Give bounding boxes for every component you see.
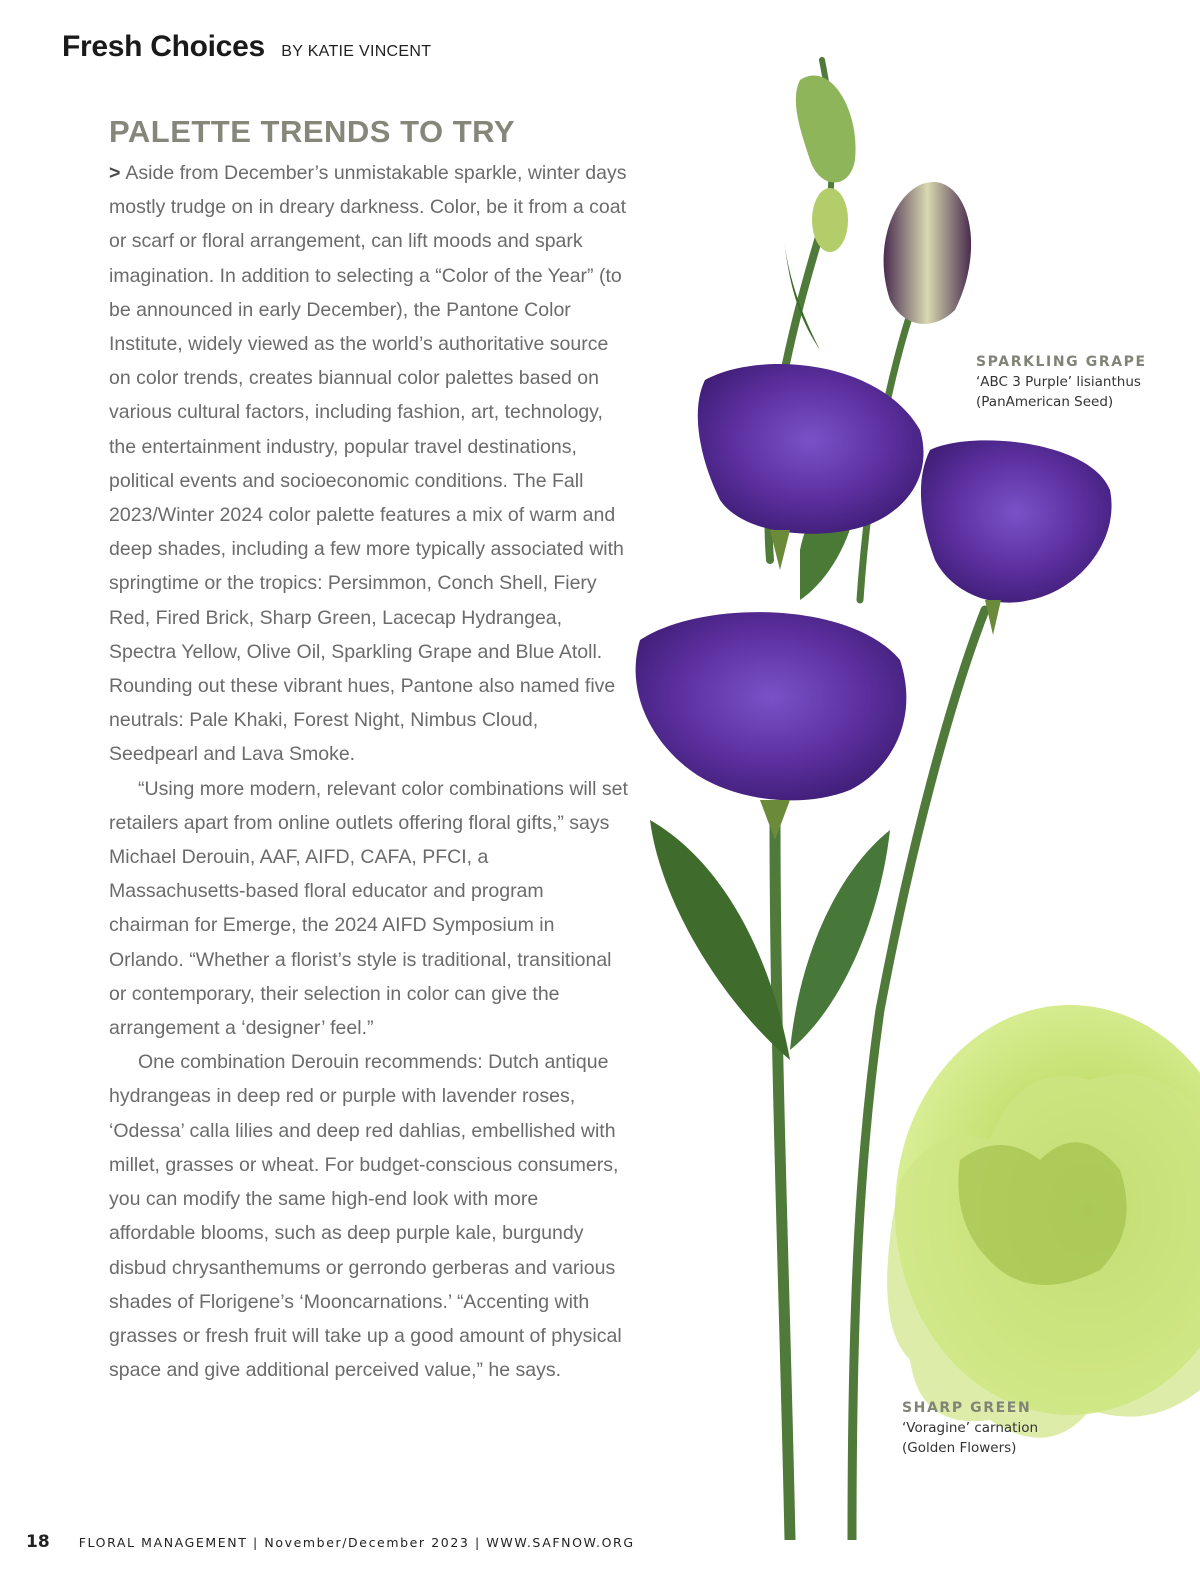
article-headline: PALETTE TRENDS TO TRY <box>109 114 516 149</box>
flower-photo <box>600 0 1200 1540</box>
page-number: 18 <box>26 1532 50 1552</box>
paragraph-2: “Using more modern, relevant color combinations will set retailers apart from online outlets offering floral gifts,” says Michael Derouin, AAF, AIFD, CAFA, PFCI, a Massachusetts-based floral educator and program chairman for Emerge, the 2024 AIFD Symposium in Orlando. “Whether a florist’s style is traditional, transitional or contemporary, their selection in color can give the arrangement a ‘designer’ feel.” <box>109 777 628 1040</box>
buds <box>796 75 971 323</box>
caption-grape-title: SPARKLING GRAPE <box>976 354 1147 370</box>
caption-sparkling-grape <box>976 352 1147 412</box>
paragraph-1-text: Aside from December’s unmistakable sparkle, winter days mostly trudge on in dreary darkness. Color, be it from a coat or scarf or floral arrangement, can lift moods and spark imagination. In addition to selecting a “Color of the Year” (to be announced in early December), the Pantone Color Institute, widely viewed as the world’s authoritative source on color trends, creates biannual color palettes based on various cultural factors, including fashion, art, technology, the entertainment industry, popular travel destinations, political events and socioeconomic conditions. The Fall 2023/Winter 2024 color palette features a mix of warm and deep shades, including a few more typically associated with springtime or the tropics: Persimmon, Conch Shell, Fiery Red, Fired Brick, Sharp Green, Lacecap Hydrangea, Spectra Yellow, Olive Oil, Sparkling Grape and Blue Atoll. Rounding out these vibrant hues, Pantone also named five neutrals: Pale Khaki, Forest Night, Nimbus Cloud, Seedpearl and Lava Smoke. <box>109 162 627 766</box>
caption-sharp-green <box>902 1398 1038 1458</box>
byline: BY KATIE VINCENT <box>281 43 432 60</box>
lisianthus-blooms <box>636 364 1112 840</box>
lead-marker: > <box>109 162 121 184</box>
carnation-bloom <box>887 1005 1200 1438</box>
caption-green-line1: ‘Voragine’ carnation <box>902 1420 1039 1436</box>
caption-green-title: SHARP GREEN <box>902 1400 1032 1416</box>
caption-grape-line2: (PanAmerican Seed) <box>976 394 1114 410</box>
page-header <box>62 30 431 64</box>
section-title: Fresh Choices <box>62 30 265 63</box>
article-body <box>109 156 629 1387</box>
footer-text: FLORAL MANAGEMENT | November/December 2023 | WWW.SAFNOW.ORG <box>78 1535 635 1550</box>
caption-grape-line1: ‘ABC 3 Purple’ lisianthus <box>976 374 1141 390</box>
page-footer <box>26 1532 635 1552</box>
paragraph-1 <box>109 156 629 772</box>
paragraph-3: One combination Derouin recommends: Dutch antique hydrangeas in deep red or purple with lavender roses, ‘Odessa’ calla lilies and deep red dahlias, embellished with millet, grasses or wheat. For budget-conscious consumers, you can modify the same high-end look with more affordable blooms, such as deep purple kale, burgundy disbud chrysanthemums or gerrondo gerberas and various shades of Florigene’s ‘Mooncarnations.’ “Accenting with grasses or fresh fruit will take up a good amount of physical space and give additional perceived value,” he says. <box>109 1051 622 1382</box>
caption-green-line2: (Golden Flowers) <box>902 1440 1017 1456</box>
